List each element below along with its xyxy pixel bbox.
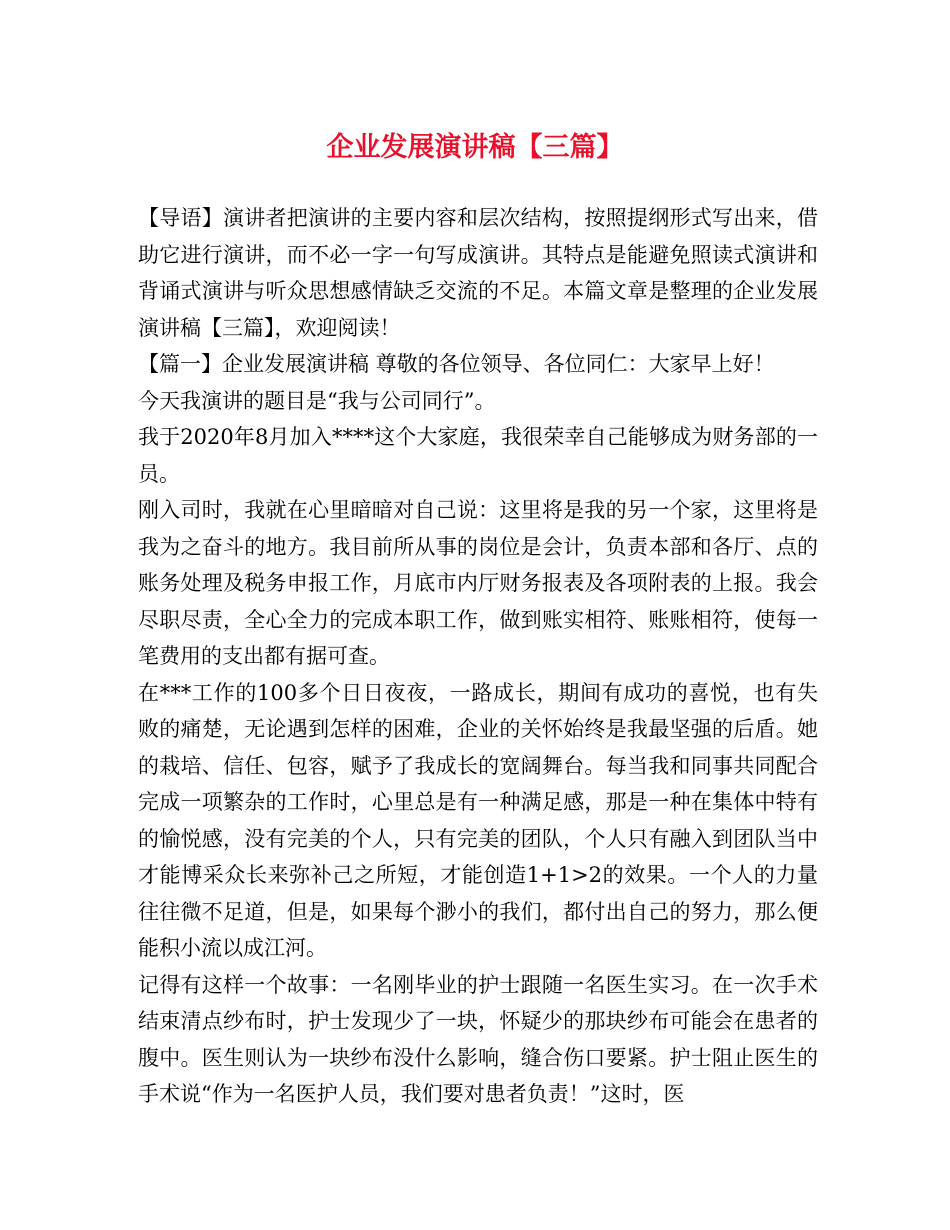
- paragraph-story: 记得有这样一个故事：一名刚毕业的护士跟随一名医生实习。在一次手术结束清点纱布时，护士发现少了一块，怀疑少的那块纱布可能会在患者的腹中。医生则认为一块纱布没什么影响，缝合伤口要紧。护士阻止医生的手术说“作为一名医护人员，我们要对患者负责！”这时，医: [138, 972, 818, 1106]
- document-title: 企业发展演讲稿【三篇】: [326, 132, 624, 163]
- document-body: [138, 200, 818, 1113]
- paragraph-job-duties: 刚入司时，我就在心里暗暗对自己说：这里将是我的另一个家，这里将是我为之奋斗的地方。我目前所从事的岗位是会计，负责本部和各厅、点的账务处理及税务申报工作，月底市内厅财务报表及各项附表的上报。我会尽职尽责，全心全力的完成本职工作，做到账实相符、账账相符，使每一笔费用的支出都有据可查。: [138, 498, 818, 668]
- paragraph-growth: 在***工作的100多个日日夜夜，一路成长，期间有成功的喜悦，也有失败的痛楚，无论遇到怎样的困难，企业的关怀始终是我最坚强的后盾。她的栽培、信任、包容，赋予了我成长的宽阔舞台。每当我和同事共同配合完成一项繁杂的工作时，心里总是有一种满足感，那是一种在集体中特有的愉悦感，没有完美的个人，只有完美的团队，个人只有融入到团队当中才能博采众长来弥补己之所短，才能创造1+1>2的效果。一个人的力量往往微不足道，但是，如果每个渺小的我们，都付出自己的努力，那么便能积小流以成江河。: [138, 680, 818, 960]
- paragraph-intro: 【导语】演讲者把演讲的主要内容和层次结构，按照提纲形式写出来，借助它进行演讲，而不必一字一句写成演讲。其特点是能避免照读式演讲和背诵式演讲与听众思想感情缺乏交流的不足。本篇文章是整理的企业发展演讲稿【三篇】，欢迎阅读！: [138, 206, 818, 340]
- paragraph-joining: 我于2020年8月加入****这个大家庭，我很荣幸自己能够成为财务部的一员。: [138, 425, 818, 486]
- paragraph-section-one-heading: 【篇一】企业发展演讲稿 尊敬的各位领导、各位同仁：大家早上好！: [138, 352, 775, 376]
- paragraph-speech-topic: 今天我演讲的题目是“我与公司同行”。: [138, 388, 496, 413]
